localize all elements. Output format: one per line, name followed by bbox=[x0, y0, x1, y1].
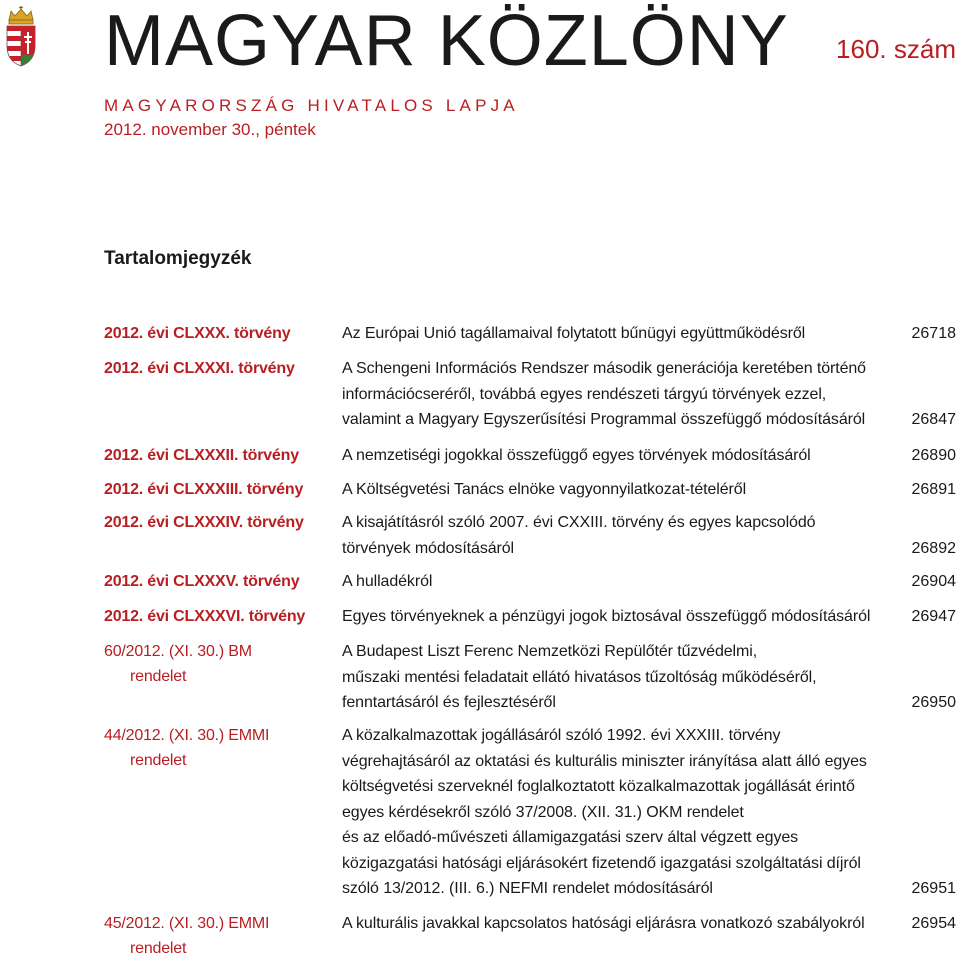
toc-entry-desc-line: valamint a Magyary Egyszerűsítési Programmal összefüggő módosításáról bbox=[342, 411, 866, 428]
toc-entry-desc bbox=[342, 639, 902, 716]
toc-entry-ref bbox=[104, 510, 342, 535]
toc-entry-page: 26954 bbox=[911, 915, 956, 932]
toc-entry-ref-line: 45/2012. (XI. 30.) EMMI bbox=[104, 915, 270, 932]
toc-entry-page: 26718 bbox=[911, 325, 956, 342]
toc-entry-desc bbox=[342, 911, 902, 937]
toc-entry-desc-line: közigazgatási hatósági eljárásokért fizetendő igazgatási szolgáltatási díjról bbox=[342, 854, 861, 872]
issue-number: 160. szám bbox=[836, 34, 956, 64]
toc-entry-page: 26904 bbox=[911, 573, 956, 590]
toc-entry-ref-line: 60/2012. (XI. 30.) BM bbox=[104, 643, 252, 660]
toc-entry-desc-line: költségvetési szerveknél foglalkoztatott közalkalmazottak jogállását érintő bbox=[342, 778, 855, 795]
toc-entry-desc-line: A Schengeni Információs Rendszer második generációja keretében történő bbox=[342, 360, 866, 377]
toc-entry-ref-line: rendelet bbox=[130, 668, 187, 685]
toc-entry-desc-line: A kulturális javakkal kapcsolatos hatósági eljárásra vonatkozó szabályokról bbox=[342, 915, 865, 932]
toc-entry-desc bbox=[342, 510, 902, 561]
toc-entry-ref bbox=[104, 477, 342, 502]
toc-entry-page: 26891 bbox=[911, 481, 956, 498]
toc-entry-desc-line: törvények módosításáról bbox=[342, 539, 515, 557]
toc-entry-ref bbox=[104, 604, 342, 629]
toc-entry-page: 26947 bbox=[911, 608, 956, 625]
publication-date: 2012. november 30., péntek bbox=[104, 120, 316, 139]
toc-entry-desc-line: A kisajátításról szóló 2007. évi CXXIII. törvény és egyes kapcsolódó bbox=[342, 514, 816, 531]
toc-entry-desc bbox=[342, 477, 902, 503]
toc-entry-ref bbox=[104, 639, 342, 689]
toc-entry-desc-line: szóló 13/2012. (III. 6.) NEFMI rendelet módosításáról bbox=[342, 880, 713, 897]
toc-entry-desc-line: A Költségvetési Tanács elnöke vagyonnyilatkozat-tételéről bbox=[342, 481, 747, 498]
toc-entry-ref bbox=[104, 443, 342, 468]
toc-entry-page: 26890 bbox=[911, 447, 956, 464]
toc-entry-desc bbox=[342, 356, 902, 433]
toc-entry-ref bbox=[104, 321, 342, 346]
toc-entry-desc bbox=[342, 321, 902, 347]
toc-entry-desc-line: A Budapest Liszt Ferenc Nemzetközi Repülőtér tűzvédelmi, bbox=[342, 643, 758, 660]
toc-entry-desc-line: műszaki mentési feladatait ellátó hivatásos tűzoltóság működéséről, bbox=[342, 668, 817, 686]
toc-entry-desc-line: A nemzetiségi jogokkal összefüggő egyes törvények módosításáról bbox=[342, 447, 811, 464]
toc-entry-ref-line: 44/2012. (XI. 30.) EMMI bbox=[104, 727, 270, 744]
toc-entry-ref-line: 2012. évi CLXXX. törvény bbox=[104, 325, 291, 342]
toc-heading: Tartalomjegyzék bbox=[104, 248, 252, 269]
toc-entry-desc-line: fenntartásáról és fejlesztéséről bbox=[342, 694, 556, 711]
toc-entry-ref bbox=[104, 569, 342, 594]
toc-entry-desc-line: Az Európai Unió tagállamaival folytatott bűnügyi együttműködésről bbox=[342, 325, 806, 342]
toc-entry-ref-line: 2012. évi CLXXXVI. törvény bbox=[104, 608, 306, 625]
toc-entry-page: 26950 bbox=[911, 694, 956, 711]
toc-entry-ref-line: 2012. évi CLXXXIV. törvény bbox=[104, 514, 304, 531]
toc-entry-ref bbox=[104, 356, 342, 381]
toc-entry-ref-line: 2012. évi CLXXXV. törvény bbox=[104, 573, 300, 590]
toc-entry-desc bbox=[342, 569, 902, 595]
toc-entry-page: 26892 bbox=[911, 540, 956, 557]
toc-entry-desc-line: információcseréről, továbbá egyes rendészeti tárgyú törvények ezzel, bbox=[342, 385, 827, 403]
toc-entry-page: 26847 bbox=[911, 411, 956, 428]
toc-entry-desc-line: Egyes törvényeknek a pénzügyi jogok biztosával összefüggő módosításáról bbox=[342, 608, 871, 625]
toc-entry-ref-line: 2012. évi CLXXXII. törvény bbox=[104, 447, 299, 464]
toc-entry-page: 26951 bbox=[911, 880, 956, 897]
toc-entry-desc-line: egyes kérdésekről szóló 37/2008. (XII. 31.) OKM rendelet bbox=[342, 803, 744, 821]
toc-entry-desc bbox=[342, 723, 902, 902]
toc-entry-desc-line: és az előadó-művészeti államigazgatási szerv által végzett egyes bbox=[342, 829, 799, 846]
toc-entry-ref-line: 2012. évi CLXXXIII. törvény bbox=[104, 481, 304, 498]
toc-entry-ref bbox=[104, 911, 342, 961]
toc-entry-desc bbox=[342, 604, 902, 630]
toc-entry-desc-line: A hulladékról bbox=[342, 573, 433, 590]
toc-entry-desc-line: végrehajtásáról az oktatási és kulturális miniszter irányítása alatt álló egyes bbox=[342, 752, 867, 770]
toc-entry-desc-line: A közalkalmazottak jogállásáról szóló 1992. évi XXXIII. törvény bbox=[342, 727, 781, 744]
toc-entry-ref bbox=[104, 723, 342, 773]
toc-entry-desc bbox=[342, 443, 902, 469]
toc-entry-ref-line: 2012. évi CLXXXI. törvény bbox=[104, 360, 295, 377]
toc-entry-ref-line: rendelet bbox=[130, 940, 187, 957]
publication-title: MAGYAR KÖZLÖNY bbox=[104, 1, 789, 81]
toc-entry-ref-line: rendelet bbox=[130, 752, 187, 769]
publication-subtitle: MAGYARORSZÁG HIVATALOS LAPJA bbox=[104, 96, 519, 115]
